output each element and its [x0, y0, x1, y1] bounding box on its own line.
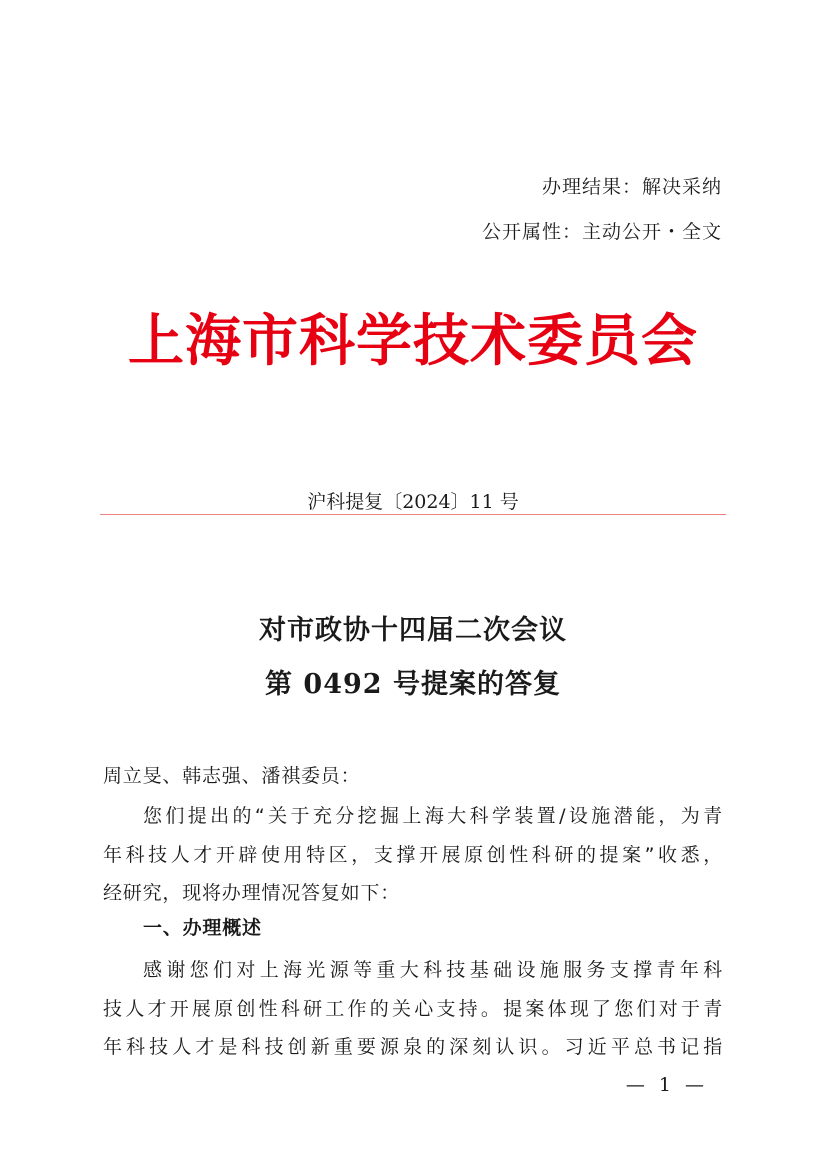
salutation: 周立旻、韩志强、潘祺委员：	[103, 765, 361, 787]
handling-result: 办理结果：解决采纳	[541, 176, 722, 198]
overview-paragraph	[103, 951, 723, 1067]
paragraph-line: 您们提出的“关于充分挖掘上海大科学装置/设施潜能，为青	[143, 805, 723, 827]
document-number: 沪科提复〔2024〕11 号	[307, 491, 519, 513]
paragraph-line: 年科技人才开辟使用特区，支撑开展原创性科研的提案”收悉，	[103, 843, 723, 866]
paragraph-line: 年科技人才是科技创新重要源泉的深刻认识。习近平总书记指	[103, 1036, 723, 1058]
paragraph-line: 感谢您们对上海光源等重大科技基础设施服务支撑青年科	[143, 959, 723, 981]
disclosure-attribute: 公开属性：主动公开・全文	[481, 221, 722, 243]
page-number: — 1 —	[625, 1074, 708, 1096]
section-heading: 一、办理概述	[143, 917, 262, 939]
intro-paragraph	[103, 797, 723, 913]
reply-title-line-2: 第 0492 号提案的答复	[265, 669, 561, 700]
reply-title-line-1: 对市政协十四届二次会议	[259, 615, 567, 646]
header-divider	[100, 514, 726, 515]
paragraph-line: 经研究，现将办理情况答复如下：	[103, 882, 401, 904]
organization-header: 上海市科学技术委员会	[128, 308, 698, 374]
paragraph-line: 技人才开展原创性科研工作的关心支持。提案体现了您们对于青	[103, 997, 723, 1020]
